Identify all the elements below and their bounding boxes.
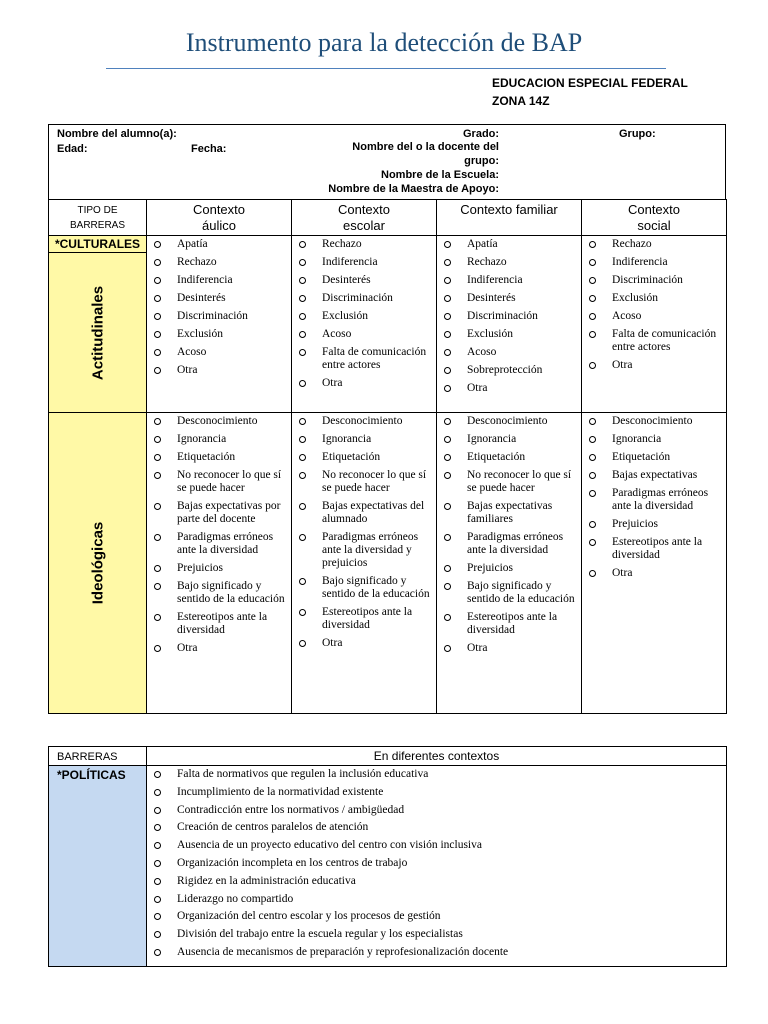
option-item xyxy=(443,310,577,323)
radio-circle-icon[interactable] xyxy=(589,418,596,425)
header-col3-line-1: Contexto familiar xyxy=(460,202,558,217)
category-ideologicas xyxy=(49,413,147,714)
option-item xyxy=(443,469,577,495)
radio-circle-icon[interactable] xyxy=(444,454,451,461)
option-item xyxy=(153,611,287,637)
option-label: Falta de normativos que regulen la inclusión educativa xyxy=(177,768,429,780)
option-label: Discriminación xyxy=(322,292,393,304)
option-label: Bajas expectativas del alumnado xyxy=(322,500,425,525)
option-label: Estereotipos ante la diversidad xyxy=(322,606,413,631)
option-item xyxy=(443,531,577,557)
header-contexto-social xyxy=(582,200,727,236)
option-item xyxy=(443,292,577,305)
radio-circle-icon[interactable] xyxy=(589,259,596,266)
option-label: Acoso xyxy=(467,346,497,358)
radio-circle-icon[interactable] xyxy=(589,436,596,443)
option-label: Otra xyxy=(322,637,343,649)
option-item xyxy=(588,274,722,287)
option-item xyxy=(588,328,722,354)
option-item xyxy=(153,256,287,269)
option-label: Otra xyxy=(177,364,198,376)
political-barriers-table xyxy=(48,746,727,967)
option-label: Ignorancia xyxy=(467,433,517,445)
radio-circle-icon[interactable] xyxy=(444,331,451,338)
header-col2-line-2: escolar xyxy=(343,217,385,233)
option-item xyxy=(153,821,722,834)
radio-circle-icon[interactable] xyxy=(589,295,596,302)
option-label: Otra xyxy=(612,567,633,579)
option-item xyxy=(298,274,432,287)
radio-circle-icon[interactable] xyxy=(154,454,161,461)
option-label: Acoso xyxy=(612,310,642,322)
option-item xyxy=(443,611,577,637)
option-item xyxy=(153,451,287,464)
radio-circle-icon[interactable] xyxy=(444,259,451,266)
field-maestra: Nombre de la Maestra de Apoyo: xyxy=(328,183,499,195)
option-label: Exclusión xyxy=(177,328,223,340)
option-item xyxy=(588,238,722,251)
option-label: Acoso xyxy=(322,328,352,340)
option-label: Sobreprotección xyxy=(467,364,543,376)
option-item xyxy=(588,359,722,372)
label-culturales: *CULTURALES xyxy=(49,236,146,253)
option-label: Rigidez en la administración educativa xyxy=(177,874,356,887)
radio-circle-icon[interactable] xyxy=(589,362,596,369)
radio-circle-icon[interactable] xyxy=(444,503,451,510)
org-line-1: EDUCACION ESPECIAL FEDERAL xyxy=(492,76,688,90)
option-item xyxy=(298,575,432,601)
cultural-barriers-table xyxy=(48,199,727,714)
field-escuela: Nombre de la Escuela: xyxy=(381,169,499,181)
header-col1-line-1: Contexto xyxy=(192,201,246,217)
radio-circle-icon[interactable] xyxy=(299,313,306,320)
option-label: Etiquetación xyxy=(467,451,526,463)
radio-circle-icon[interactable] xyxy=(444,645,451,652)
radio-circle-icon[interactable] xyxy=(444,534,451,541)
field-grupo: Grupo: xyxy=(619,128,656,140)
option-label: Desinterés xyxy=(177,292,226,304)
cell-ideologicas-aulico xyxy=(147,413,292,714)
option-label: División del trabajo entre la escuela regular y los especialistas xyxy=(177,928,463,941)
option-label: Desconocimiento xyxy=(177,415,258,427)
option-label: Discriminación xyxy=(612,274,683,286)
option-label: No reconocer lo que sí se puede hacer xyxy=(467,469,572,494)
radio-circle-icon[interactable] xyxy=(444,295,451,302)
radio-circle-icon[interactable] xyxy=(444,583,451,590)
option-label: Desinterés xyxy=(322,274,371,286)
option-list xyxy=(437,413,581,662)
header-en-diferentes-contextos: En diferentes contextos xyxy=(147,747,727,766)
category-politicas: *POLÍTICAS xyxy=(49,766,147,967)
radio-circle-icon[interactable] xyxy=(154,824,161,831)
radio-circle-icon[interactable] xyxy=(299,331,306,338)
field-docente-line-1: Nombre del o la docente del xyxy=(352,141,499,153)
radio-circle-icon[interactable] xyxy=(154,436,161,443)
option-label: Paradigmas erróneos ante la diversidad xyxy=(467,531,564,556)
option-label: Creación de centros paralelos de atención xyxy=(177,821,369,834)
option-list xyxy=(582,236,726,379)
cell-ideologicas-escolar xyxy=(292,413,437,714)
header-col4-line-1: Contexto xyxy=(627,201,681,217)
option-label: Contradicción entre los normativos / ambigüedad xyxy=(177,803,405,816)
option-item xyxy=(298,531,432,570)
option-label: Bajo significado y sentido de la educación xyxy=(322,575,430,600)
student-info-box xyxy=(48,124,726,200)
option-label: Bajas expectativas familiares xyxy=(467,500,553,525)
option-item xyxy=(153,910,722,923)
radio-circle-icon[interactable] xyxy=(154,949,161,956)
option-item xyxy=(153,415,287,428)
option-item xyxy=(443,433,577,446)
option-item xyxy=(588,256,722,269)
org-line-2: ZONA 14Z xyxy=(492,94,550,108)
option-item xyxy=(443,500,577,526)
header-tipo-barreras xyxy=(49,200,147,236)
radio-circle-icon[interactable] xyxy=(299,277,306,284)
option-item xyxy=(153,433,287,446)
option-label: Indiferencia xyxy=(612,256,668,268)
org-header xyxy=(492,74,688,110)
option-label: Otra xyxy=(467,382,488,394)
radio-circle-icon[interactable] xyxy=(154,259,161,266)
option-label: Paradigmas erróneos ante la diversidad xyxy=(177,531,274,556)
radio-circle-icon[interactable] xyxy=(299,295,306,302)
radio-circle-icon[interactable] xyxy=(154,807,161,814)
radio-circle-icon[interactable] xyxy=(444,241,451,248)
option-list xyxy=(147,766,726,966)
radio-circle-icon[interactable] xyxy=(299,534,306,541)
radio-circle-icon[interactable] xyxy=(154,503,161,510)
option-label: Desconocimiento xyxy=(467,415,548,427)
option-label: Exclusión xyxy=(612,292,658,304)
option-item xyxy=(153,562,287,575)
option-label: Exclusión xyxy=(322,310,368,322)
option-item xyxy=(298,500,432,526)
option-item xyxy=(298,256,432,269)
option-label: Etiquetación xyxy=(612,451,671,463)
radio-circle-icon[interactable] xyxy=(154,565,161,572)
option-label: Desconocimiento xyxy=(322,415,403,427)
option-item xyxy=(588,487,722,513)
option-item xyxy=(153,928,722,941)
cell-actitudinales-escolar xyxy=(292,236,437,413)
option-list xyxy=(292,413,436,657)
header-col1-line-2: áulico xyxy=(202,217,236,233)
radio-circle-icon[interactable] xyxy=(154,913,161,920)
option-label: Prejuicios xyxy=(177,562,223,574)
cell-actitudinales-aulico xyxy=(147,236,292,413)
radio-circle-icon[interactable] xyxy=(154,860,161,867)
option-item xyxy=(153,292,287,305)
field-fecha: Fecha: xyxy=(191,143,227,155)
field-grado: Grado: xyxy=(463,128,500,140)
option-item xyxy=(298,451,432,464)
cell-ideologicas-familiar xyxy=(437,413,582,714)
radio-circle-icon[interactable] xyxy=(154,614,161,621)
field-docente-line-2: grupo: xyxy=(464,155,499,167)
option-label: No reconocer lo que sí se puede hacer xyxy=(177,469,282,494)
option-item xyxy=(298,606,432,632)
radio-circle-icon[interactable] xyxy=(589,539,596,546)
radio-circle-icon[interactable] xyxy=(589,490,596,497)
option-item xyxy=(298,346,432,372)
radio-circle-icon[interactable] xyxy=(154,931,161,938)
option-label: Rechazo xyxy=(322,238,362,250)
field-alumno: Nombre del alumno(a): xyxy=(57,128,177,140)
radio-circle-icon[interactable] xyxy=(154,896,161,903)
option-label: Etiquetación xyxy=(177,451,236,463)
option-item xyxy=(153,768,722,781)
option-item xyxy=(588,469,722,482)
option-label: Apatía xyxy=(467,238,498,250)
option-item xyxy=(588,292,722,305)
option-label: Bajo significado y sentido de la educación xyxy=(177,580,285,605)
radio-circle-icon[interactable] xyxy=(444,277,451,284)
option-label: Indiferencia xyxy=(467,274,523,286)
option-item xyxy=(588,433,722,446)
radio-circle-icon[interactable] xyxy=(154,313,161,320)
radio-circle-icon[interactable] xyxy=(444,614,451,621)
option-list xyxy=(582,413,726,587)
radio-circle-icon[interactable] xyxy=(589,521,596,528)
option-label: Paradigmas erróneos ante la diversidad xyxy=(612,487,709,512)
option-item xyxy=(153,857,722,870)
option-label: Organización del centro escolar y los procesos de gestión xyxy=(177,910,441,923)
radio-circle-icon[interactable] xyxy=(154,789,161,796)
radio-circle-icon[interactable] xyxy=(589,454,596,461)
cell-ideologicas-social xyxy=(582,413,727,714)
radio-circle-icon[interactable] xyxy=(154,418,161,425)
option-item xyxy=(153,469,287,495)
option-label: Indiferencia xyxy=(322,256,378,268)
option-item xyxy=(153,804,722,817)
radio-circle-icon[interactable] xyxy=(299,349,306,356)
radio-circle-icon[interactable] xyxy=(589,241,596,248)
option-item xyxy=(588,310,722,323)
option-label: Organización incompleta en los centros de trabajo xyxy=(177,856,408,869)
radio-circle-icon[interactable] xyxy=(299,454,306,461)
option-label: Apatía xyxy=(177,238,208,250)
radio-circle-icon[interactable] xyxy=(299,241,306,248)
option-label: Indiferencia xyxy=(177,274,233,286)
option-label: Rechazo xyxy=(177,256,217,268)
radio-circle-icon[interactable] xyxy=(154,367,161,374)
option-label: Desinterés xyxy=(467,292,516,304)
option-label: Exclusión xyxy=(467,328,513,340)
radio-circle-icon[interactable] xyxy=(589,277,596,284)
option-item xyxy=(153,642,287,655)
header-col4-line-2: social xyxy=(637,217,671,233)
option-item xyxy=(443,256,577,269)
radio-circle-icon[interactable] xyxy=(154,277,161,284)
option-item xyxy=(298,415,432,428)
option-item xyxy=(443,580,577,606)
option-item xyxy=(153,500,287,526)
option-item xyxy=(443,364,577,377)
title-divider xyxy=(106,68,666,69)
radio-circle-icon[interactable] xyxy=(444,349,451,356)
option-item xyxy=(443,346,577,359)
option-label: Estereotipos ante la diversidad xyxy=(467,611,558,636)
radio-circle-icon[interactable] xyxy=(154,583,161,590)
radio-circle-icon[interactable] xyxy=(154,295,161,302)
option-item xyxy=(153,893,722,906)
option-label: Otra xyxy=(467,642,488,654)
option-item xyxy=(443,328,577,341)
radio-circle-icon[interactable] xyxy=(299,436,306,443)
cell-actitudinales-familiar xyxy=(437,236,582,413)
radio-circle-icon[interactable] xyxy=(444,367,451,374)
header-contexto-escolar xyxy=(292,200,437,236)
option-item xyxy=(588,415,722,428)
option-item xyxy=(153,946,722,959)
option-item xyxy=(153,310,287,323)
option-label: Discriminación xyxy=(467,310,538,322)
radio-circle-icon[interactable] xyxy=(444,385,451,392)
option-label: Acoso xyxy=(177,346,207,358)
option-item xyxy=(298,637,432,650)
radio-circle-icon[interactable] xyxy=(154,645,161,652)
option-item xyxy=(153,364,287,377)
radio-circle-icon[interactable] xyxy=(299,609,306,616)
radio-circle-icon[interactable] xyxy=(154,842,161,849)
radio-circle-icon[interactable] xyxy=(444,313,451,320)
option-label: Otra xyxy=(322,377,343,389)
option-item xyxy=(443,415,577,428)
radio-circle-icon[interactable] xyxy=(444,565,451,572)
option-label: Ausencia de mecanismos de preparación y reprofesionalización docente xyxy=(177,945,509,958)
radio-circle-icon[interactable] xyxy=(154,331,161,338)
option-label: Paradigmas erróneos ante la diversidad y prejuicios xyxy=(322,531,419,569)
option-label: Estereotipos ante la diversidad xyxy=(177,611,268,636)
option-item xyxy=(153,531,287,557)
category-actitudinales xyxy=(49,236,147,413)
radio-circle-icon[interactable] xyxy=(299,640,306,647)
option-list xyxy=(147,236,291,384)
option-list xyxy=(147,413,291,662)
radio-circle-icon[interactable] xyxy=(154,349,161,356)
radio-circle-icon[interactable] xyxy=(589,472,596,479)
option-item xyxy=(153,580,287,606)
radio-circle-icon[interactable] xyxy=(299,472,306,479)
option-item xyxy=(588,451,722,464)
header-barreras: BARRERAS xyxy=(49,747,147,766)
field-edad: Edad: xyxy=(57,143,88,155)
radio-circle-icon[interactable] xyxy=(154,241,161,248)
option-label: Bajo significado y sentido de la educación xyxy=(467,580,575,605)
option-list xyxy=(292,236,436,397)
radio-circle-icon[interactable] xyxy=(589,570,596,577)
option-label: Otra xyxy=(177,642,198,654)
option-item xyxy=(443,382,577,395)
option-label: Ignorancia xyxy=(612,433,662,445)
option-item xyxy=(443,642,577,655)
option-item xyxy=(153,875,722,888)
radio-circle-icon[interactable] xyxy=(589,313,596,320)
radio-circle-icon[interactable] xyxy=(154,771,161,778)
radio-circle-icon[interactable] xyxy=(299,380,306,387)
option-item xyxy=(298,469,432,495)
cell-actitudinales-social xyxy=(582,236,727,413)
header-tipo-line-2: BARRERAS xyxy=(69,219,125,231)
option-label: Incumplimiento de la normatividad existente xyxy=(177,785,384,798)
header-contexto-familiar xyxy=(437,200,582,236)
option-item xyxy=(588,536,722,562)
option-item xyxy=(588,567,722,580)
option-label: Prejuicios xyxy=(612,518,658,530)
option-label: Ignorancia xyxy=(177,433,227,445)
radio-circle-icon[interactable] xyxy=(154,472,161,479)
option-item xyxy=(298,377,432,390)
cell-politicas xyxy=(147,766,727,967)
option-item xyxy=(153,786,722,799)
radio-circle-icon[interactable] xyxy=(299,578,306,585)
option-label: Discriminación xyxy=(177,310,248,322)
option-label: Estereotipos ante la diversidad xyxy=(612,536,703,561)
option-item xyxy=(443,562,577,575)
radio-circle-icon[interactable] xyxy=(154,534,161,541)
option-label: Prejuicios xyxy=(467,562,513,574)
option-label: Bajas expectativas xyxy=(612,469,698,481)
option-label: Falta de comunicación entre actores xyxy=(612,328,717,353)
radio-circle-icon[interactable] xyxy=(444,436,451,443)
option-item xyxy=(153,346,287,359)
option-label: Bajas expectativas por parte del docente xyxy=(177,500,281,525)
option-item xyxy=(443,274,577,287)
radio-circle-icon[interactable] xyxy=(444,418,451,425)
option-label: No reconocer lo que sí se puede hacer xyxy=(322,469,427,494)
option-item xyxy=(153,238,287,251)
option-item xyxy=(588,518,722,531)
radio-circle-icon[interactable] xyxy=(299,259,306,266)
option-item xyxy=(298,238,432,251)
option-item xyxy=(153,274,287,287)
radio-circle-icon[interactable] xyxy=(299,503,306,510)
option-label: Otra xyxy=(612,359,633,371)
option-label: Rechazo xyxy=(612,238,652,250)
option-item xyxy=(298,328,432,341)
radio-circle-icon[interactable] xyxy=(299,418,306,425)
radio-circle-icon[interactable] xyxy=(589,331,596,338)
header-contexto-aulico xyxy=(147,200,292,236)
label-actitudinales: Actitudinales xyxy=(89,285,106,380)
option-label: Ausencia de un proyecto educativo del centro con visión inclusiva xyxy=(177,839,482,852)
option-label: Falta de comunicación entre actores xyxy=(322,346,427,371)
option-label: Rechazo xyxy=(467,256,507,268)
option-item xyxy=(298,433,432,446)
label-ideologicas: Ideológicas xyxy=(89,521,106,605)
option-label: Ignorancia xyxy=(322,433,372,445)
option-label: Etiquetación xyxy=(322,451,381,463)
page-title: Instrumento para la detección de BAP xyxy=(185,28,583,57)
radio-circle-icon[interactable] xyxy=(154,878,161,885)
option-label: Liderazgo no compartido xyxy=(177,892,294,905)
option-item xyxy=(298,310,432,323)
option-list xyxy=(437,236,581,402)
option-item xyxy=(443,238,577,251)
header-col2-line-1: Contexto xyxy=(337,201,391,217)
option-item xyxy=(153,328,287,341)
option-label: Desconocimiento xyxy=(612,415,693,427)
option-item xyxy=(443,451,577,464)
option-item xyxy=(153,839,722,852)
radio-circle-icon[interactable] xyxy=(444,472,451,479)
option-item xyxy=(298,292,432,305)
header-tipo-line-1: TIPO DE xyxy=(77,204,118,216)
